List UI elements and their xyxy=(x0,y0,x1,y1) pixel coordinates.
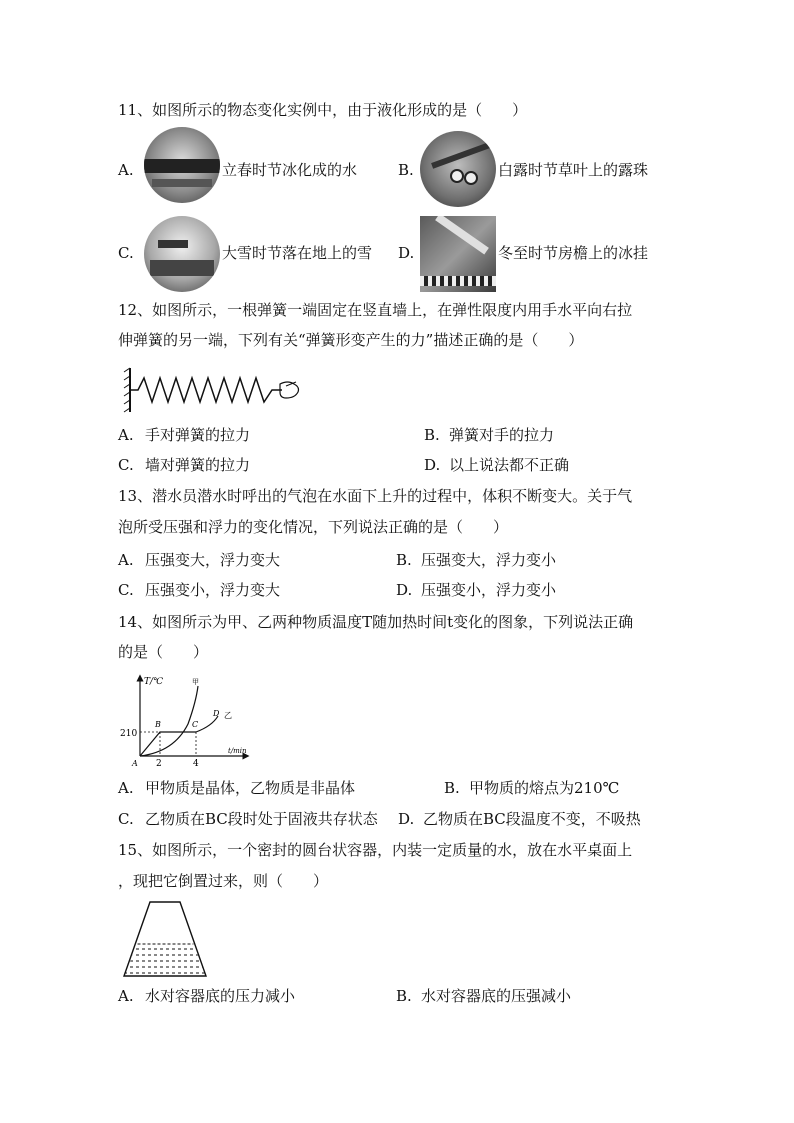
q11-option-a-letter: A. xyxy=(118,161,134,179)
q12-option-c-text: 墙对弹簧的拉力 xyxy=(145,456,251,474)
x-tick-2: 2 xyxy=(156,759,162,769)
dew-on-grass-photo xyxy=(420,131,496,207)
q13-option-b-text: 压强变大，浮力变小 xyxy=(421,551,557,569)
q12-option-d-letter: D. xyxy=(424,456,441,474)
q11-option-b-letter: B. xyxy=(398,161,414,179)
q15-option-a-text: 水对容器底的压力减小 xyxy=(145,987,296,1005)
q15-stem-line1: 15、如图所示，一个密封的圆台状容器，内装一定质量的水，放在水平桌面上 xyxy=(118,841,633,859)
curve-yi-label: 乙 xyxy=(224,711,232,720)
q14-stem-line1: 14、如图所示为甲、乙两种物质温度T随加热时间t变化的图象，下列说法正确 xyxy=(118,613,634,631)
x-axis-label: t/min xyxy=(228,747,247,755)
y-axis-label: T/℃ xyxy=(144,677,164,687)
q14-option-d-text: 乙物质在BC段温度不变，不吸热 xyxy=(423,810,641,828)
q13-option-a-letter: A. xyxy=(118,551,134,569)
q14-stem-line2: 的是（ ） xyxy=(118,643,209,661)
x-tick-4: 4 xyxy=(193,759,199,769)
q13-stem-line2: 泡所受压强和浮力的变化情况，下列说法正确的是（ ） xyxy=(118,518,509,536)
q15-option-b-letter: B. xyxy=(396,987,412,1005)
q11-option-a-text: 立春时节冰化成的水 xyxy=(222,161,358,179)
q14-option-b-letter: B. xyxy=(444,779,460,797)
q11-option-d-text: 冬至时节房檐上的冰挂 xyxy=(498,244,649,262)
q12-option-b-text: 弹簧对手的拉力 xyxy=(449,426,555,444)
q11-stem: 11、如图所示的物态变化实例中，由于液化形成的是（ ） xyxy=(118,101,528,119)
q11-option-c-letter: C. xyxy=(118,244,134,262)
q13-option-b-letter: B. xyxy=(396,551,412,569)
temperature-time-graph xyxy=(112,672,262,770)
q12-option-c-letter: C. xyxy=(118,456,134,474)
q14-option-a-letter: A. xyxy=(118,779,134,797)
q12-stem-line2: 伸弹簧的另一端，下列有关“弹簧形变产生的力”描述正确的是（ ） xyxy=(118,331,584,349)
q14-option-b-text: 甲物质的熔点为210℃ xyxy=(469,779,620,797)
q11-option-c-text: 大雪时节落在地上的雪 xyxy=(222,244,373,262)
q14-option-a-text: 甲物质是晶体，乙物质是非晶体 xyxy=(145,779,356,797)
q12-option-d-text: 以上说法都不正确 xyxy=(449,456,570,474)
snow-on-ground-photo xyxy=(144,216,220,292)
thawing-ice-photo xyxy=(144,127,220,203)
q15-option-a-letter: A. xyxy=(118,987,134,1005)
q14-option-c-letter: C. xyxy=(118,810,134,828)
q11-option-b-text: 白露时节草叶上的露珠 xyxy=(498,161,649,179)
q11-option-d-letter: D. xyxy=(398,244,415,262)
q13-option-c-letter: C. xyxy=(118,581,134,599)
point-c-label: C xyxy=(192,720,199,729)
water xyxy=(124,944,206,976)
q14-option-c-text: 乙物质在BC段时处于固液共存状态 xyxy=(145,810,378,828)
q13-stem-line1: 13、潜水员潜水时呼出的气泡在水面下上升的过程中，体积不断变大。关于气 xyxy=(118,487,633,505)
q13-option-d-text: 压强变小，浮力变小 xyxy=(421,581,557,599)
q13-option-c-text: 压强变小，浮力变大 xyxy=(145,581,281,599)
q12-option-a-text: 手对弹簧的拉力 xyxy=(145,426,251,444)
hand-icon xyxy=(280,382,299,398)
q13-option-d-letter: D. xyxy=(396,581,413,599)
icicles-photo xyxy=(420,216,496,292)
point-b-label: B xyxy=(155,720,161,729)
q12-stem-line1: 12、如图所示，一根弹簧一端固定在竖直墙上，在弹性限度内用手水平向右拉 xyxy=(118,301,633,319)
spring-wall-diagram xyxy=(124,364,304,416)
q13-option-a-text: 压强变大，浮力变大 xyxy=(145,551,281,569)
q15-stem-line2: ，现把它倒置过来，则（ ） xyxy=(118,872,329,890)
frustum-container-diagram xyxy=(118,898,214,982)
y-tick-210: 210 xyxy=(120,729,138,739)
q14-option-d-letter: D. xyxy=(398,810,415,828)
q12-option-a-letter: A. xyxy=(118,426,134,444)
q15-option-b-text: 水对容器底的压强减小 xyxy=(421,987,572,1005)
curve-yi-rising xyxy=(196,716,218,732)
curve-jia-label: 甲 xyxy=(192,678,199,686)
q12-option-b-letter: B. xyxy=(424,426,440,444)
curve-yi xyxy=(140,732,196,756)
point-d-label: D xyxy=(213,709,220,718)
point-a-label: A xyxy=(132,759,138,768)
